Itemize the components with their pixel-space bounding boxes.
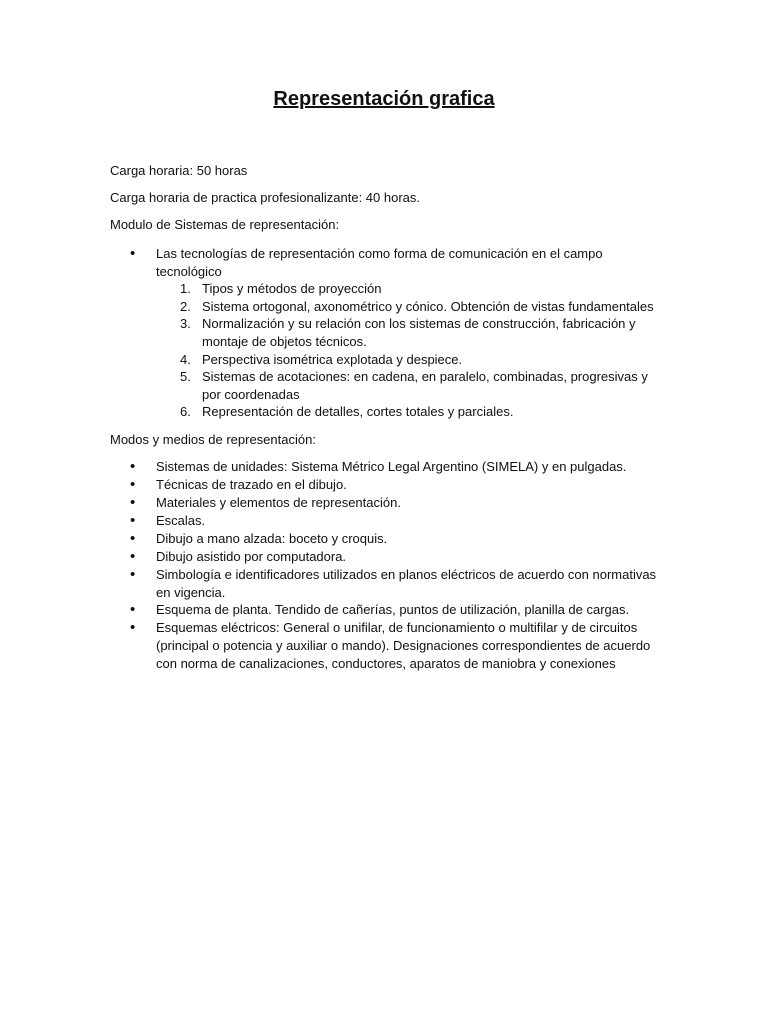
item-text: Representación de detalles, cortes totales y parciales. [202,404,514,420]
modos-heading: Modos y medios de representación: [110,432,316,447]
item-number: 6. [180,404,191,420]
item-text: Sistemas de acotaciones: en cadena, en paralelo, combinadas, progresivas y por coordenadas [202,369,648,402]
list-item: • Materiales y elementos de representación. [110,494,658,512]
item-number: 5. [180,369,191,385]
modulo-bullet-text: • Las tecnologías de representación como forma de comunicación en el campo tecnológico [156,246,603,279]
item-text: Perspectiva isométrica explotada y despiece. [202,351,463,367]
list-item: • Escalas. [110,512,658,530]
list-item: • Simbología e identificadores utilizados en planos eléctricos de acuerdo con normativas en vigencia. [110,566,658,601]
modulo-list [110,245,658,421]
list-item: • Esquemas eléctricos: General o unifilar, de funcionamiento o multifilar y de circuitos (principal o potencia y auxiliar o mando). Designaciones correspondientes de acuerdo con norma de canalizaciones, conductores, aparatos de maniobra y conexiones [110,619,658,672]
item-text: Sistema ortogonal, axonométrico y cónico. Obtención de vistas fundamentales [202,298,654,314]
modulo-heading: Modulo de Sistemas de representación: [110,217,340,232]
item-number: 1. [180,281,191,297]
modos-list [110,458,658,673]
item-text: Normalización y su relación con los sistemas de construcción, fabricación y montaje de objetos técnicos. [202,316,636,349]
numbered-item [156,315,658,350]
numbered-item [156,368,658,403]
numbered-item [156,298,658,316]
list-item: • Dibujo a mano alzada: boceto y croquis. [110,530,658,548]
numbered-item [156,280,658,298]
list-item: • Dibujo asistido por computadora. [110,548,658,566]
item-number: 2. [180,298,191,314]
item-number: 3. [180,316,191,332]
item-text: Tipos y métodos de proyección [202,281,382,297]
list-item: • Técnicas de trazado en el dibujo. [110,476,658,494]
numbered-item [156,351,658,369]
list-item: • Sistemas de unidades: Sistema Métrico Legal Argentino (SIMELA) y en pulgadas. [110,458,658,476]
item-number: 4. [180,351,191,367]
carga-practica-text: Carga horaria de practica profesionalizante: 40 horas. [110,190,421,205]
page-title: Representación grafica [273,88,495,110]
numbered-item [156,403,658,421]
carga-horaria-text: Carga horaria: 50 horas [110,163,248,178]
list-item: • Esquema de planta. Tendido de cañerías, puntos de utilización, planilla de cargas. [110,601,658,619]
list-item [110,245,658,421]
modulo-numbered-list [156,280,658,421]
